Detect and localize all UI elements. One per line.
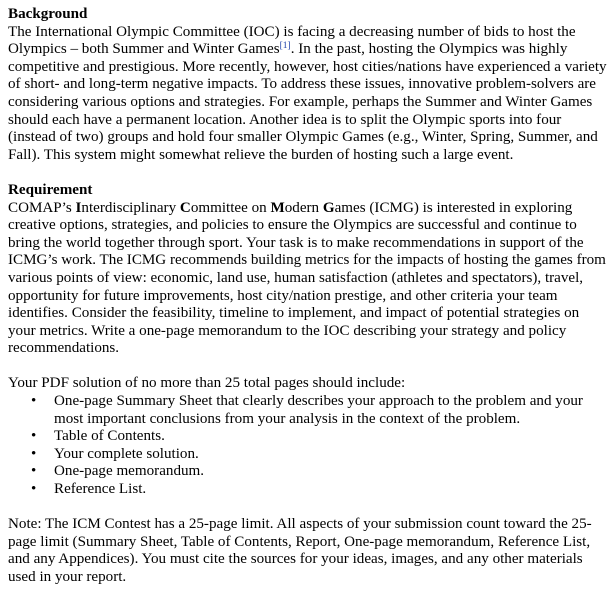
bullet-icon: • [31,393,37,410]
requirement-heading: Requirement [8,181,93,198]
list-item [31,428,608,446]
org-word-modern: odern [284,199,323,216]
requirement-section [8,182,608,358]
requirement-text: (ICMG) is interested in exploring creative options, strategies, and policies to ensure the Olympics are successful and continue to bring the world together through sport. Your task is to make recommendations in support of the ICMG’s work. The ICMG recommends building metrics for the impacts of hosting the games from various points of view: economic, land use, human satisfaction (athletes and spectators), travel, opportunity for future improvements, host city/nation prestige, and other criteria your team identifies. Consider the feasibility, timeline to implement, and impact of potential strategies on your metrics. Write a one-page memorandum to the IOC describing your strategy and policy recommendations. [8,199,606,357]
list-item-text: One-page Summary Sheet that clearly describes your approach to the problem and your most important conclusions from your analysis in the context of the problem. [54,393,583,427]
org-initial-g: G [322,199,335,216]
requirement-paragraph [8,200,608,358]
reference-link-1[interactable]: [1] [279,41,291,52]
list-item [31,445,608,464]
bullet-icon: • [31,463,37,480]
org-prefix: COMAP’s [8,199,76,216]
org-word-games: ames [334,199,366,216]
note-paragraph: Note: The ICM Contest has a 25-page limit. All aspects of your submission count toward the 25-page limit (Summary Sheet, Table of Contents, Report, One-page memorandum, Reference List, and any Appendices). You must cite the sources for your ideas, images, and any other materials used in your report. [8,516,592,585]
section-spacer [8,499,608,517]
list-item-text: One-page memorandum. [54,463,205,480]
submission-intro: Your PDF solution of no more than 25 total pages should include: [8,375,406,392]
section-spacer [8,358,608,376]
list-item-text: Your complete solution. [54,445,199,462]
bullet-icon: • [31,428,37,445]
section-spacer [8,164,608,182]
org-word-interdisciplinary: nterdisciplinary [81,199,180,216]
org-word-committee: ommittee on [190,199,271,216]
submission-list [8,393,608,499]
list-item-text: Reference List. [54,481,147,498]
list-item [31,481,608,499]
list-item-text: Table of Contents. [54,428,165,445]
org-initial-c: C [179,199,191,216]
org-initial-m: M [270,199,285,216]
background-text-part1: The International Olympic Committee (IOC) is facing a decreasing number of bids to host the Olympics – both Summer and Winter Games [8,23,576,58]
background-paragraph [8,24,608,165]
background-text-part2: . In the past, hosting the Olympics was highly competitive and prestigious. More recently, however, host cities/nations have experienced a variety of short- and long-term negative impacts. To address these issues, innovative problem-solvers are considering various options and strategies. For example, perhaps the Summer and Winter Games should each have a permanent location. Another idea is to split the Olympic sports into four (instead of two) groups and hold four smaller Olympic Games (e.g., Winter, Spring, Summer, and Fall). This system might somewhat relieve the burden of hosting such a large event. [8,41,607,163]
bullet-icon: • [31,445,37,462]
background-heading: Background [8,6,88,22]
list-item [31,463,608,481]
bullet-icon: • [31,481,37,498]
list-item [31,393,608,428]
submission-section [8,375,608,498]
org-initial-i: I [75,199,82,216]
note-section [8,516,608,586]
background-section [8,6,608,164]
